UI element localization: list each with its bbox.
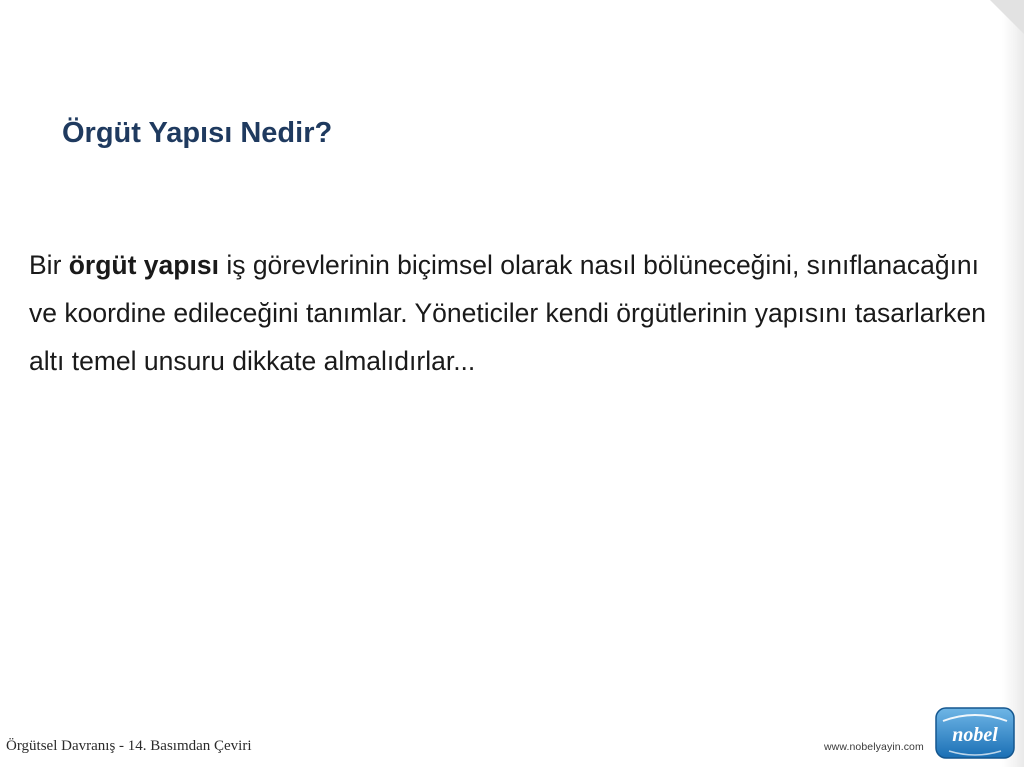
body-text-intro: Bir [29,250,69,280]
body-text-rest: iş görevlerinin biçimsel olarak nasıl bölüneceğini, sınıflanacağını ve koordine edileceğini tanımlar. Yöneticiler kendi örgütlerinin yapısını tasarlarken altı temel unsuru dikkate almalıdırlar... [29,250,986,376]
body-text-bold-term: örgüt yapısı [68,250,219,280]
slide-title: Örgüt Yapısı Nedir? [62,117,333,149]
slide-body-text [29,241,1004,385]
page-corner-fold [990,0,1024,34]
nobel-logo-icon [935,707,1015,759]
page-edge-shadow [1002,0,1024,767]
logo-text: nobel [952,724,998,746]
footer-website: www.nobelyayin.com [824,741,924,753]
footer-book-title: Örgütsel Davranış - 14. Basımdan Çeviri [6,738,252,754]
